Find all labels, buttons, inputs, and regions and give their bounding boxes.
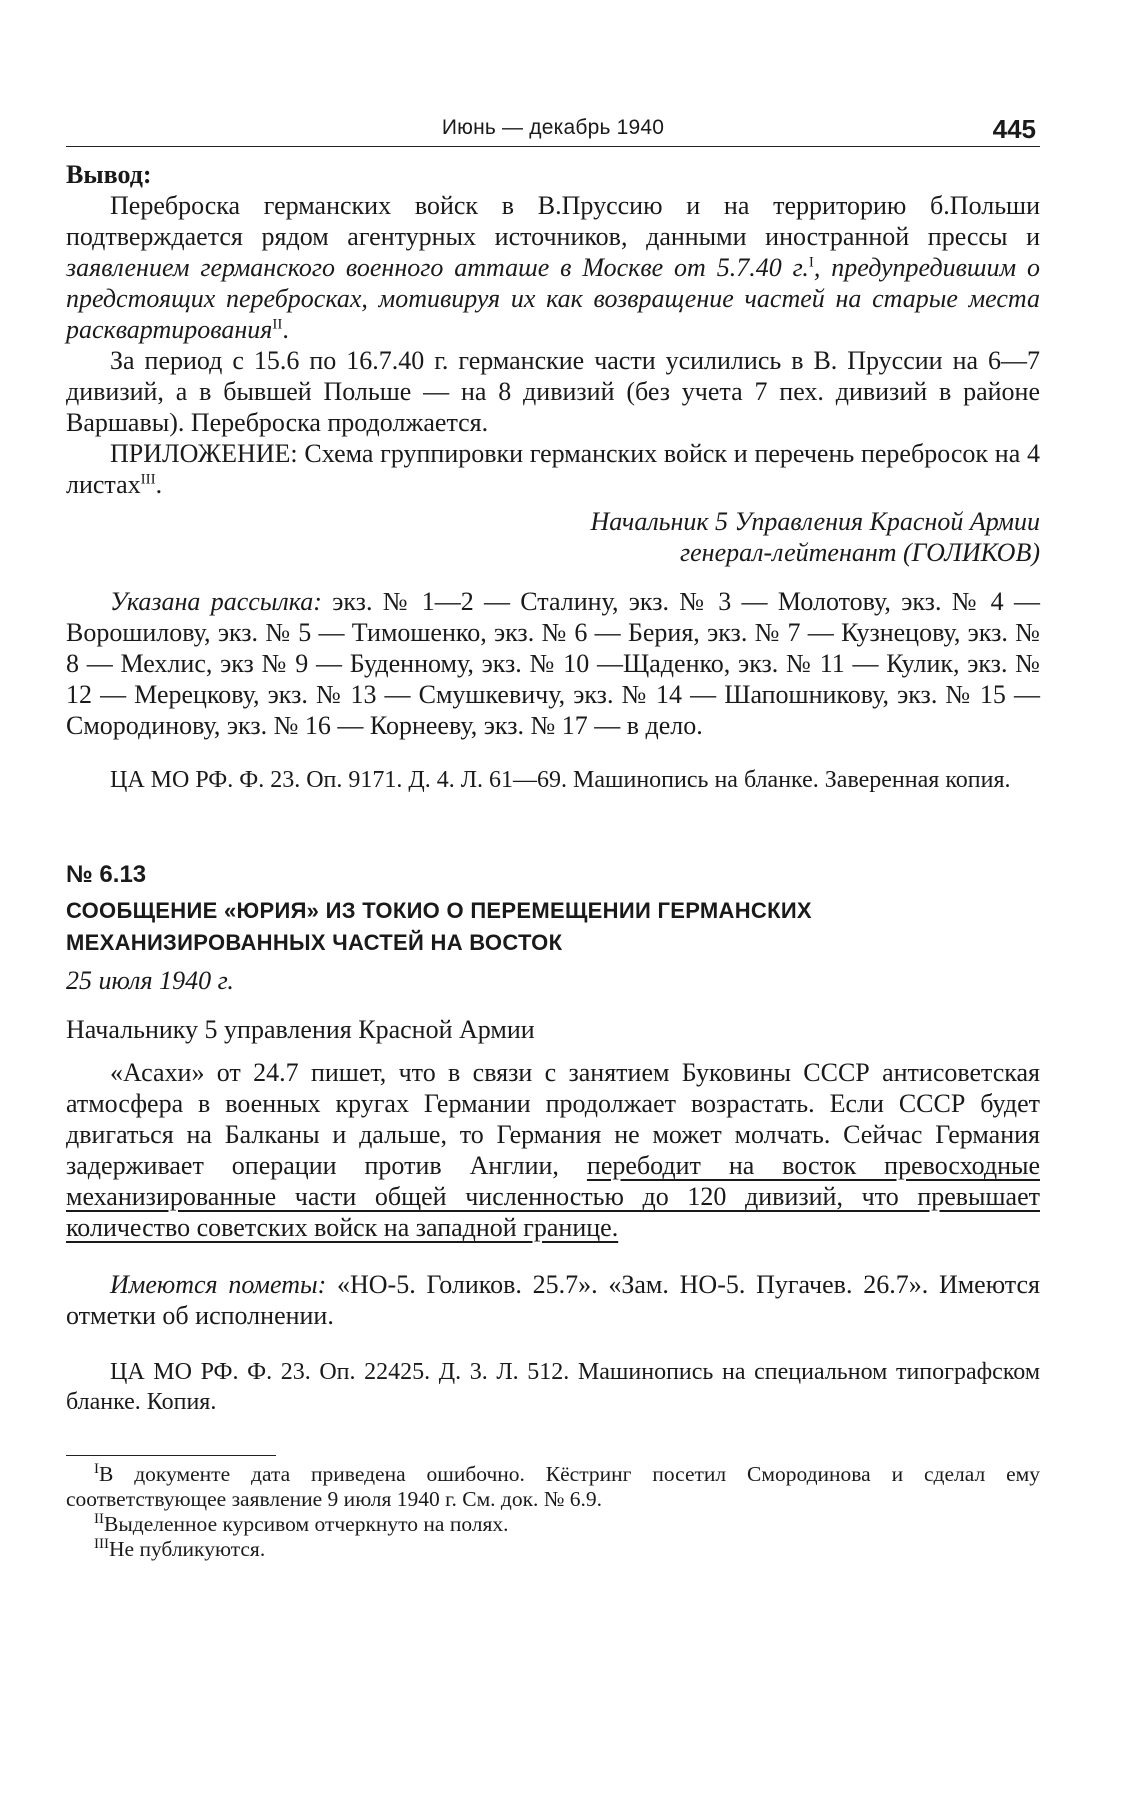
page [66,106,1040,1562]
document-body [66,1057,1040,1243]
document-addressee: Начальнику 5 управления Красной Армии [66,1015,535,1044]
conclusion-heading: Вывод: [66,160,152,189]
footnote-ref-2: II [272,316,283,333]
document-body-underlined: перебодит на восток превосходные механизированные части общей численностью до 120 дивизий, что превышает количество советских войск на западной границе. [66,1151,1040,1242]
document-number: № 6.13 [66,861,147,888]
running-head-title: Июнь — декабрь 1940 [441,116,665,139]
footnote-2-mark: II [94,1510,104,1527]
running-head [66,106,1040,147]
document-title-line-2: МЕХАНИЗИРОВАННЫХ ЧАСТЕЙ НА ВОСТОК [66,930,563,955]
footnote-3 [66,1537,1040,1562]
appendix-end: . [155,470,163,499]
marks-label: Имеются пометы: [110,1270,327,1299]
appendix-paragraph [66,438,1040,500]
footnote-1-text: В документе дата приведена ошибочно. Кёстринг посетил Смородинова и сделал ему соответствующее заявление 9 июля 1940 г. См. док. № 6.9. [66,1462,1040,1511]
distribution-list [66,586,1040,741]
footnote-1-mark: I [94,1460,99,1477]
footnote-ref-3: III [140,471,156,488]
conclusion-p1-italic: заявлением германского военного атташе в Москве от 5.7.40 г. [66,253,809,282]
distribution-label: Указана рассылка: [110,587,322,616]
footnote-3-mark: III [94,1535,109,1552]
marks-text: «НО-5. Голиков. 25.7». «Зам. НО-5. Пугачев. 26.7». Имеются отметки об исполнении. [66,1270,1040,1330]
conclusion-p1-text: Переброска германских войск в В.Пруссию и на территорию б.Польши подтверждается рядом агентурных источников, данными иностранной прессы и [66,191,1040,251]
footnote-1 [66,1462,1040,1512]
footnote-2 [66,1512,1040,1537]
footnote-ref-1: I [808,254,814,271]
distribution-text: экз. № 1—2 — Сталину, экз. № 3 — Молотову, экз. № 4 — Ворошилову, экз. № 5 — Тимошенко, экз. № 6 — Берия, экз. № 7 — Кузнецову, экз. № 8 — Мехлис, экз № 9 — Буденному, экз. № 10 —Щаденко, экз. № 11 — Кулик, экз. № 12 — Мерецкову, экз. № 13 — Смушкевичу, экз. № 14 — Шапошникову, экз. № 15 — Смородинову, экз. № 16 — Корнееву, экз. № 17 — в дело. [66,587,1040,740]
footnote-2-text: Выделенное курсивом отчеркнуто на полях. [104,1512,509,1536]
footnote-divider [66,1455,276,1456]
document-date: 25 июля 1940 г. [66,966,234,995]
document-body-text: «Асахи» от 24.7 пишет, что в связи с занятием Буковины СССР антисоветская атмосфера в военных кругах Германии продолжает возрастать. Если СССР будет двигаться на Балканы и дальше, то Германия не может молчать. Сейчас Германия задерживает операции против Англии, [66,1058,1040,1180]
appendix-text: ПРИЛОЖЕНИЕ: Схема группировки германских войск и перечень перебросок на 4 листах [66,439,1040,499]
footnote-3-text: Не публикуются. [109,1537,266,1561]
conclusion-p1-italic-2: , предупредившим о предстоящих перебросках, мотивируя их как возвращение частей на старые места расквартирования [66,253,1040,344]
conclusion-paragraph-2: За период с 15.6 по 16.7.40 г. германские части усилились в В. Пруссии на 6—7 дивизий, а в бывшей Польше — на 8 дивизий (без учета 7 пех. дивизий в районе Варшавы). Переброска продолжается. [66,346,1040,437]
signature-line-1: Начальник 5 Управления Красной Армии [590,507,1040,536]
page-number: 445 [992,114,1036,144]
signature-line-2: генерал-лейтенант (ГОЛИКОВ) [679,538,1040,567]
document-title-line-1: СООБЩЕНИЕ «ЮРИЯ» ИЗ ТОКИО О ПЕРЕМЕЩЕНИИ ГЕРМАНСКИХ [66,898,812,923]
conclusion-p1-end: . [282,315,289,344]
source-citation-2: ЦА МО РФ. Ф. 23. Оп. 22425. Д. 3. Л. 512. Машинопись на специальном типографском бланке. Копия. [66,1359,1040,1415]
source-citation-1: ЦА МО РФ. Ф. 23. Оп. 9171. Д. 4. Л. 61—69. Машинопись на бланке. Заверенная копия. [110,767,1011,793]
conclusion-paragraph-1 [66,190,1040,345]
document-marks [66,1269,1040,1331]
